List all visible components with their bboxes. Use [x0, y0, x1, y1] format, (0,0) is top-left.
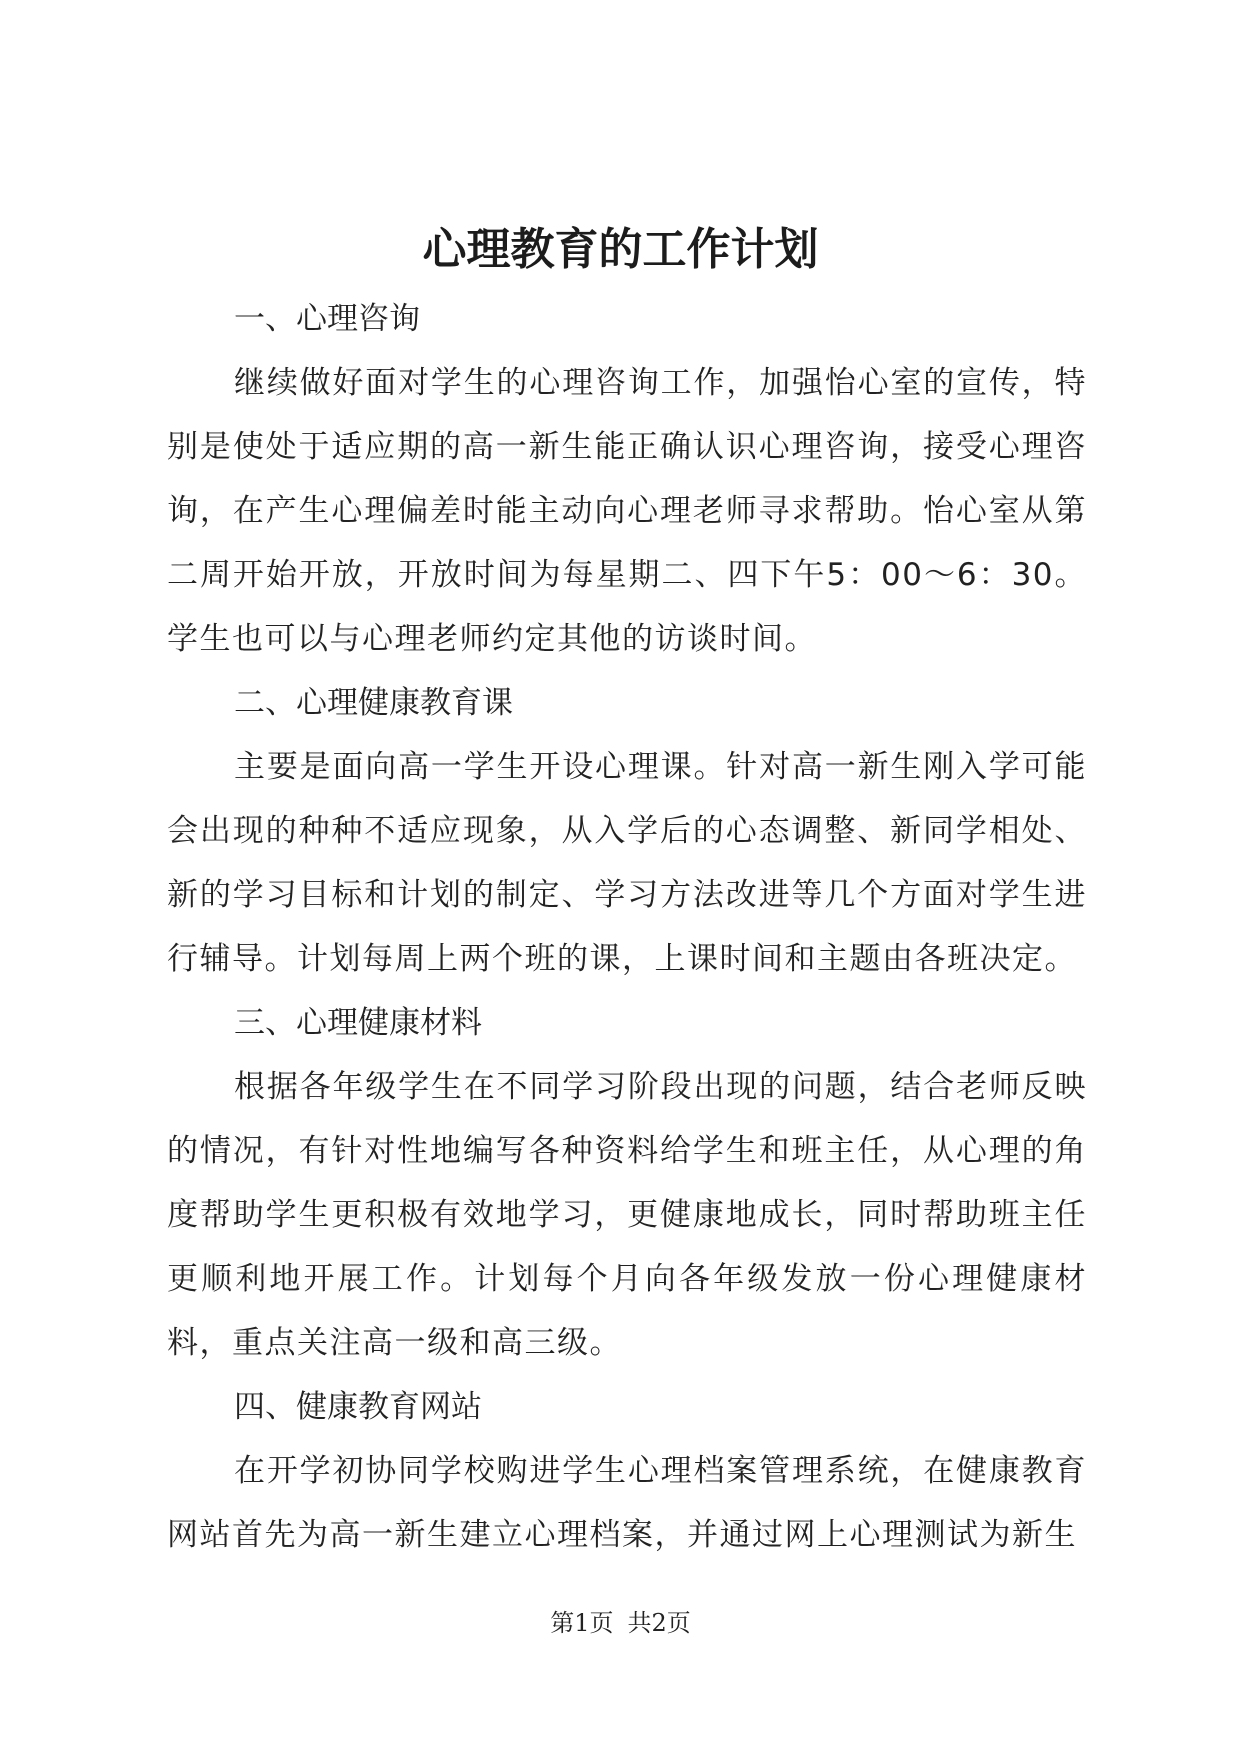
section-paragraph-materials: 根据各年级学生在不同学习阶段出现的问题，结合老师反映的情况，有针对性地编写各种资料给学生和班主任，从心理的角度帮助学生更积极有效地学习，更健康地成长，同时帮助班主任更顺利地开展工作。计划每个月向各年级发放一份心理健康材料，重点关注高一级和高三级。: [167, 1069, 1087, 1361]
section-heading-mental-health-class: 二、心理健康教育课: [234, 685, 513, 721]
document-title: 心理教育的工作计划: [422, 224, 819, 275]
page-total: 共2页: [627, 1609, 691, 1637]
section-heading-website: 四、健康教育网站: [234, 1389, 482, 1425]
page-footer: [0, 1607, 1241, 1639]
section-paragraph-counseling: 继续做好面对学生的心理咨询工作，加强怡心室的宣传，特别是使处于适应期的高一新生能正确认识心理咨询，接受心理咨询，在产生心理偏差时能主动向心理老师寻求帮助。怡心室从第二周开始开放，开放时间为每星期二、四下午5：00～6：30。学生也可以与心理老师约定其他的访谈时间。: [167, 365, 1087, 657]
section-heading-materials: 三、心理健康材料: [234, 1005, 482, 1041]
section-paragraph-mental-health-class: 主要是面向高一学生开设心理课。针对高一新生刚入学可能会出现的种种不适应现象，从入学后的心态调整、新同学相处、新的学习目标和计划的制定、学习方法改进等几个方面对学生进行辅导。计划每周上两个班的课，上课时间和主题由各班决定。: [167, 749, 1087, 977]
page-number: 第1页: [550, 1609, 614, 1637]
section-paragraph-website: 在开学初协同学校购进学生心理档案管理系统，在健康教育网站首先为高一新生建立心理档案，并通过网上心理测试为新生: [167, 1453, 1087, 1553]
section-heading-counseling: 一、心理咨询: [234, 301, 420, 337]
document-body: [167, 287, 1087, 1567]
